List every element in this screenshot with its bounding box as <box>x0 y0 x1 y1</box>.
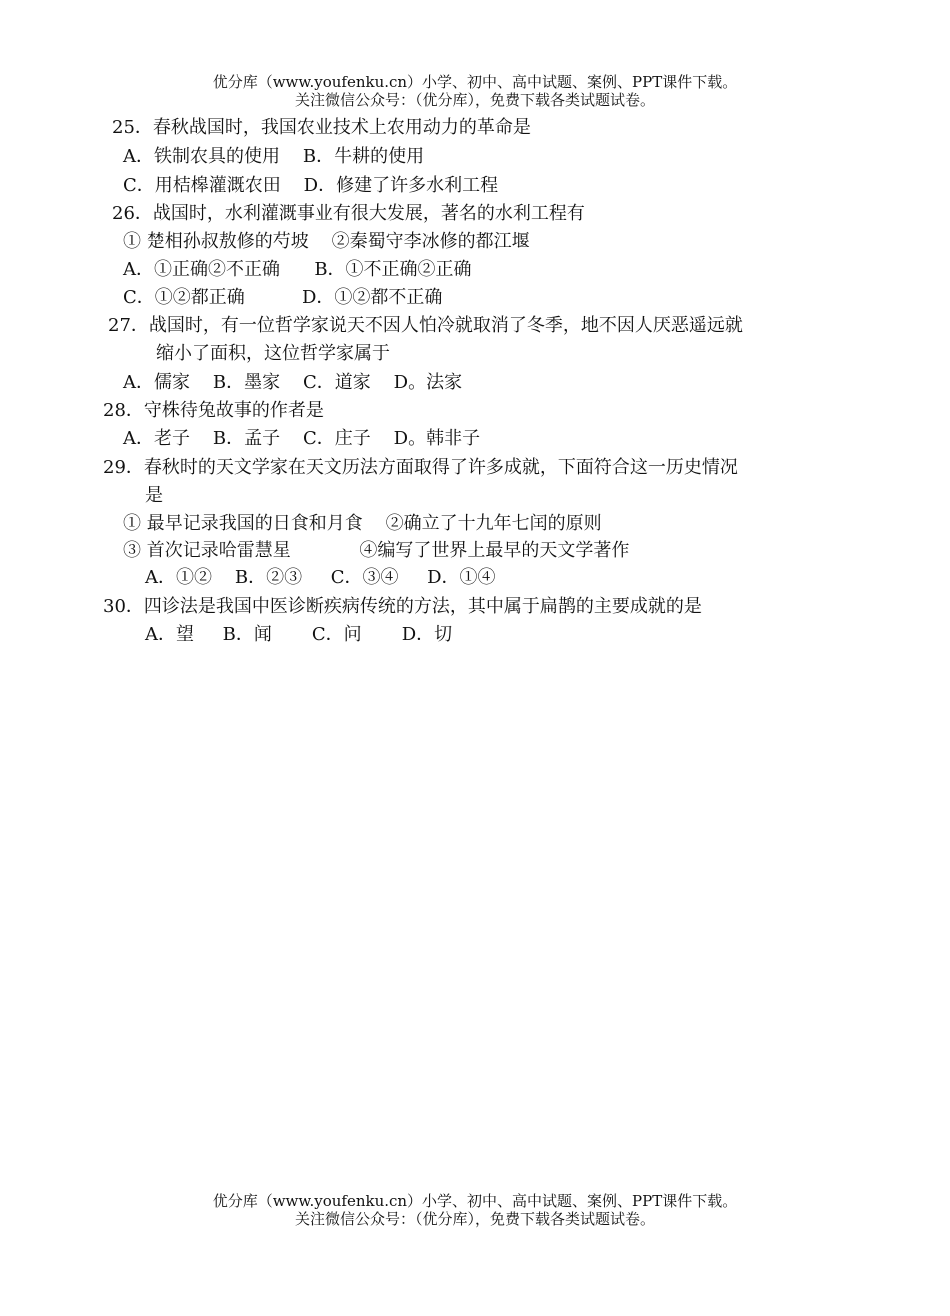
question-29-statement-1: ① 最早记录我国的日食和月食 ②确立了十九年七闰的原则 <box>123 513 602 534</box>
question-29-stem-continued: 是 <box>145 485 163 506</box>
question-28-stem: 28．守株待兔故事的作者是 <box>103 400 324 421</box>
question-27-stem-continued: 缩小了面积，这位哲学家属于 <box>156 343 390 364</box>
question-29-statement-2: ③ 首次记录哈雷慧星 ④编写了世界上最早的天文学著作 <box>123 540 630 561</box>
footer-line-1: 优分库（www.youfenku.cn）小学、初中、高中试题、案例、PPT课件下载。 <box>212 1192 738 1210</box>
question-30-options: A．望 B．闻 C．问 D．切 <box>145 624 453 645</box>
question-26-statement-1: ① 楚相孙叔敖修的芍坡 ②秦蜀守李冰修的都江堰 <box>123 231 530 252</box>
question-30-stem: 30．四诊法是我国中医诊断疾病传统的方法，其中属于扁鹊的主要成就的是 <box>103 596 702 617</box>
header-line-1: 优分库（www.youfenku.cn）小学、初中、高中试题、案例、PPT课件下载。 <box>212 73 738 91</box>
question-25-stem: 25．春秋战国时，我国农业技术上农用动力的革命是 <box>112 117 531 138</box>
page-footer <box>0 1192 950 1228</box>
page-header <box>0 73 950 109</box>
question-26-options-1: A．①正确②不正确 B．①不正确②正确 <box>123 259 472 280</box>
question-26-stem: 26．战国时，水利灌溉事业有很大发展，著名的水利工程有 <box>112 203 585 224</box>
question-25-options-1: A．铁制农具的使用 B．牛耕的使用 <box>123 146 425 167</box>
question-25-options-2: C．用桔槔灌溉农田 D．修建了许多水利工程 <box>123 175 499 196</box>
question-27-options: A．儒家 B．墨家 C．道家 D。法家 <box>123 372 463 393</box>
question-28-options: A．老子 B．孟子 C．庄子 D。韩非子 <box>123 428 481 449</box>
question-29-options: A．①② B．②③ C．③④ D．①④ <box>145 567 496 588</box>
footer-line-2: 关注微信公众号：（优分库），免费下载各类试题试卷。 <box>294 1210 655 1228</box>
question-29-stem: 29．春秋时的天文学家在天文历法方面取得了许多成就，下面符合这一历史情况 <box>103 457 738 478</box>
question-27-stem: 27．战国时，有一位哲学家说天不因人怕冷就取消了冬季，地不因人厌恶遥远就 <box>108 315 743 336</box>
header-line-2: 关注微信公众号：（优分库），免费下载各类试题试卷。 <box>294 91 655 109</box>
question-26-options-2: C．①②都正确 D．①②都不正确 <box>123 287 443 308</box>
